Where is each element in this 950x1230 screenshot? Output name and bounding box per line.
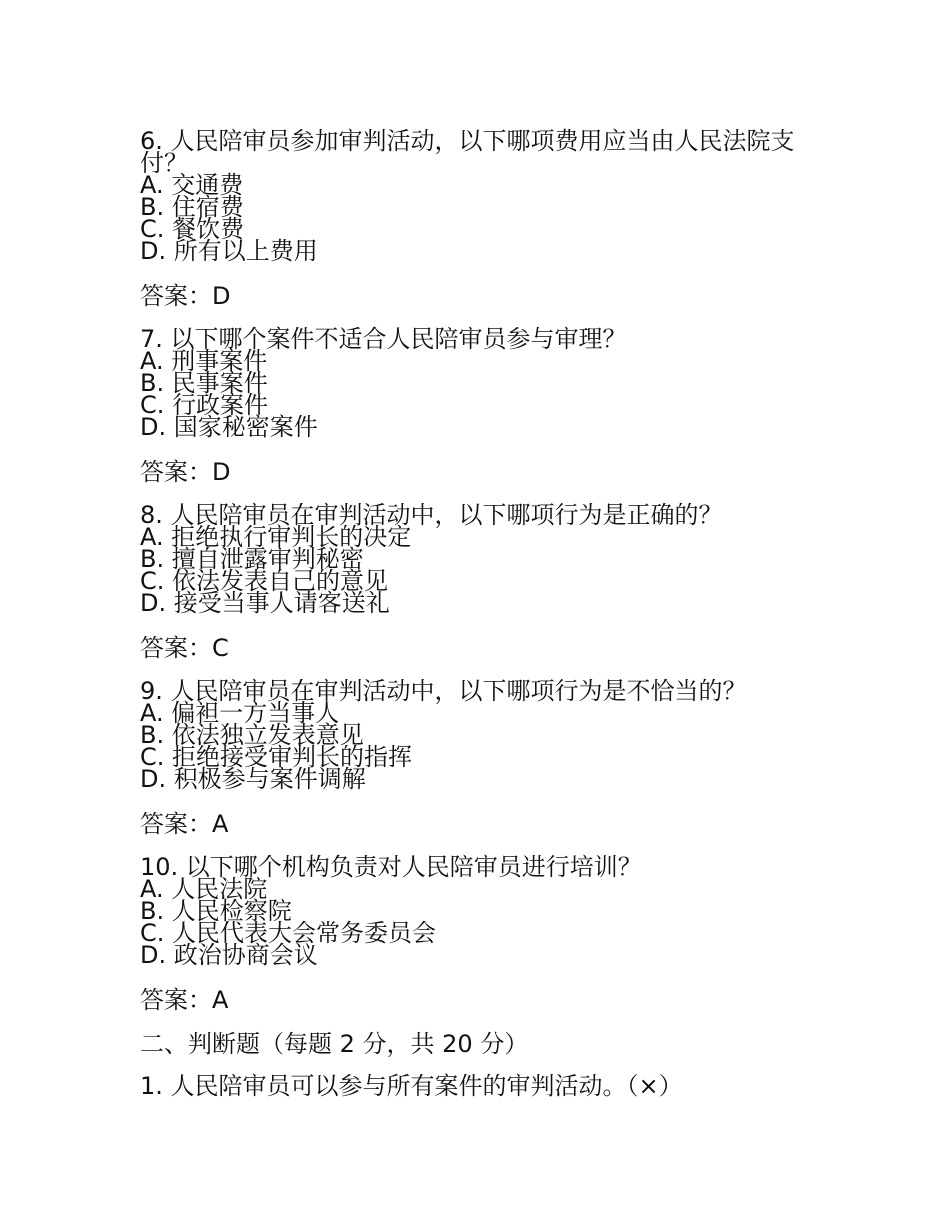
option-a: A. 交通费 (140, 171, 244, 199)
question-text: 9. 人民陪审员在审判活动中，以下哪项行为是不恰当的？ (140, 677, 747, 705)
document-page (140, 126, 820, 1100)
option-c: C. 拒绝接受审判长的指挥 (140, 743, 413, 771)
question-10 (140, 852, 820, 1014)
option-d: D. 政治协商会议 (140, 941, 318, 969)
section-heading: 二、判断题（每题 2 分，共 20 分） (140, 1030, 529, 1058)
option-d: D. 所有以上费用 (140, 237, 318, 265)
option-c: C. 人民代表大会常务委员会 (140, 919, 437, 947)
option-a: A. 人民法院 (140, 875, 268, 903)
option-a: A. 拒绝执行审判长的决定 (140, 523, 412, 551)
question-text: 8. 人民陪审员在审判活动中，以下哪项行为是正确的？ (140, 501, 723, 529)
question-8 (140, 500, 820, 662)
option-d: D. 积极参与案件调解 (140, 765, 366, 793)
question-text: 7. 以下哪个案件不适合人民陪审员参与审理？ (140, 325, 627, 353)
option-c: C. 餐饮费 (140, 215, 245, 243)
answer-line: 答案：D (140, 282, 231, 310)
option-b: B. 擅自泄露审判秘密 (140, 545, 364, 573)
option-c: C. 行政案件 (140, 391, 269, 419)
option-d: D. 接受当事人请客送礼 (140, 589, 390, 617)
answer-line: 答案：C (140, 634, 229, 662)
option-c: C. 依法发表自己的意见 (140, 567, 389, 595)
option-b: B. 民事案件 (140, 369, 268, 397)
question-9 (140, 676, 820, 838)
option-b: B. 住宿费 (140, 193, 244, 221)
question-text: 6. 人民陪审员参加审判活动，以下哪项费用应当由人民法院支付？ (140, 127, 795, 177)
option-b: B. 人民检察院 (140, 897, 292, 925)
answer-line: 答案：A (140, 810, 229, 838)
option-a: A. 偏袒一方当事人 (140, 699, 340, 727)
question-text: 10. 以下哪个机构负责对人民陪审员进行培训？ (140, 853, 642, 881)
question-6 (140, 126, 820, 310)
judgment-item: 1. 人民陪审员可以参与所有案件的审判活动。（×） (140, 1072, 683, 1100)
option-a: A. 刑事案件 (140, 347, 268, 375)
answer-line: 答案：D (140, 458, 231, 486)
option-b: B. 依法独立发表意见 (140, 721, 364, 749)
answer-line: 答案：A (140, 986, 229, 1014)
option-d: D. 国家秘密案件 (140, 413, 318, 441)
question-7 (140, 324, 820, 486)
